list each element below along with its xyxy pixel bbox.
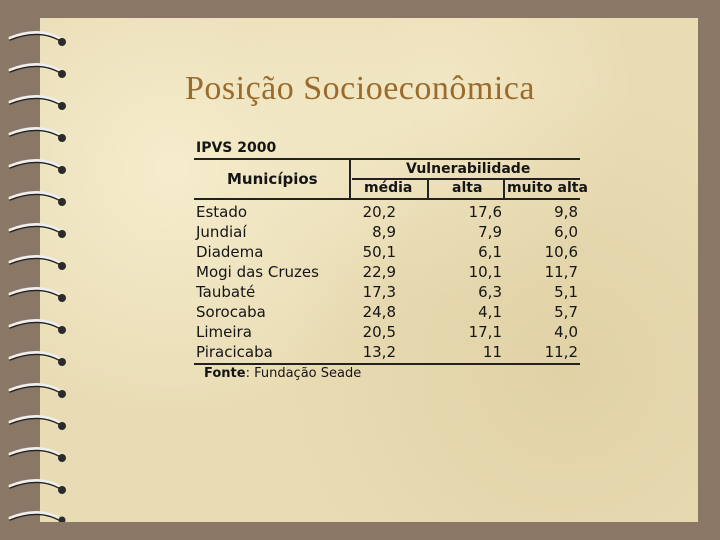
cell-alta: 17,1	[468, 323, 502, 341]
table-source	[204, 366, 361, 381]
cell-media: 8,9	[372, 223, 396, 241]
cell-alta: 17,6	[468, 203, 502, 221]
cell-municipio: Taubaté	[196, 283, 256, 301]
cell-municipio: Piracicaba	[196, 343, 273, 361]
table-rule-header-bottom	[194, 198, 580, 200]
table-divider-col1	[427, 179, 429, 198]
cell-media: 22,9	[362, 263, 396, 281]
cell-muito-alta: 9,8	[554, 203, 578, 221]
cell-alta: 11	[482, 343, 502, 361]
cell-alta: 4,1	[478, 303, 502, 321]
cell-media: 20,5	[362, 323, 396, 341]
col-header-media: média	[364, 180, 413, 196]
cell-muito-alta: 10,6	[544, 243, 578, 261]
cell-muito-alta: 5,1	[554, 283, 578, 301]
cell-media: 13,2	[362, 343, 396, 361]
cell-media: 17,3	[362, 283, 396, 301]
cell-media: 20,2	[362, 203, 396, 221]
table-rule-top	[194, 158, 580, 160]
col-header-alta: alta	[452, 180, 483, 196]
table-divider-vertical	[349, 160, 351, 198]
cell-muito-alta: 6,0	[554, 223, 578, 241]
cell-municipio: Limeira	[196, 323, 252, 341]
group-header: Vulnerabilidade	[406, 161, 531, 177]
table-rule-bottom	[194, 363, 580, 365]
cell-muito-alta: 5,7	[554, 303, 578, 321]
row-header: Municípios	[227, 170, 318, 188]
table-caption: IPVS 2000	[196, 140, 277, 156]
source-text: : Fundação Seade	[245, 366, 362, 381]
cell-media: 50,1	[362, 243, 396, 261]
col-header-muito-alta: muito alta	[507, 180, 588, 196]
cell-muito-alta: 11,7	[544, 263, 578, 281]
cell-alta: 6,3	[478, 283, 502, 301]
cell-municipio: Jundiaí	[196, 223, 247, 241]
cell-muito-alta: 11,2	[544, 343, 578, 361]
table-divider-col2	[503, 179, 505, 198]
cell-media: 24,8	[362, 303, 396, 321]
source-label: Fonte	[204, 366, 246, 381]
cell-municipio: Sorocaba	[196, 303, 266, 321]
cell-alta: 10,1	[468, 263, 502, 281]
cell-municipio: Mogi das Cruzes	[196, 263, 319, 281]
slide-title: Posição Socioeconômica	[185, 70, 535, 107]
cell-alta: 6,1	[478, 243, 502, 261]
cell-municipio: Diadema	[196, 243, 264, 261]
cell-muito-alta: 4,0	[554, 323, 578, 341]
cell-alta: 7,9	[478, 223, 502, 241]
cell-municipio: Estado	[196, 203, 248, 221]
